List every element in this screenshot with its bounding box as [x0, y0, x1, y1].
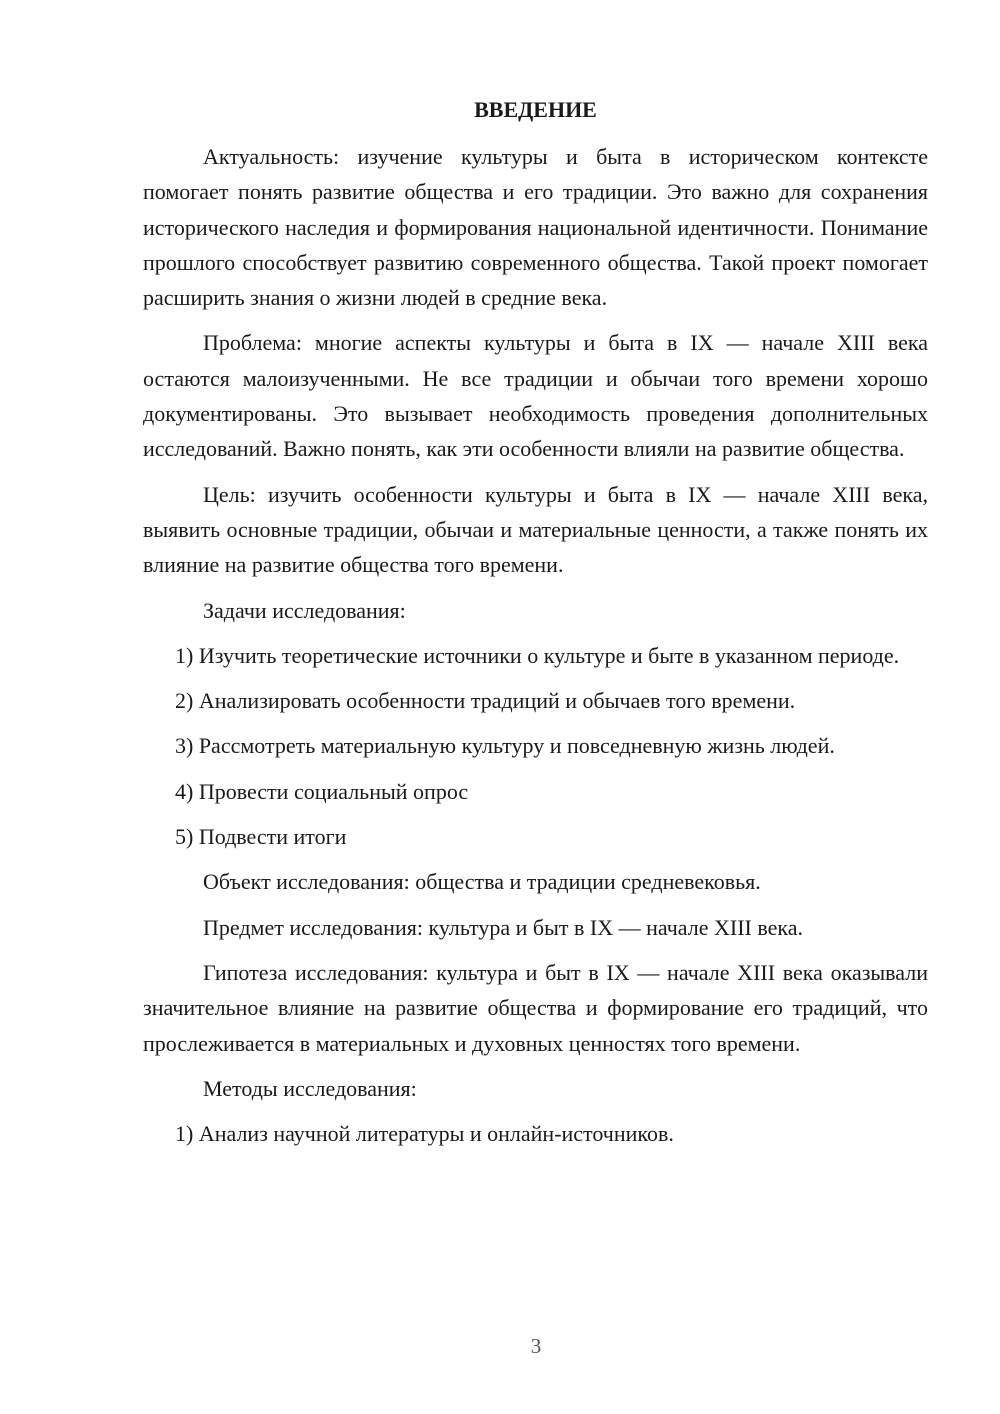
task-item-3: 3) Рассмотреть материальную культуру и повседневную жизнь людей.	[175, 733, 835, 759]
paragraph-subject: Предмет исследования: культура и быт в IX — начале XIII века.	[203, 914, 804, 940]
paragraph-object: Объект исследования: общества и традиции средневековья.	[203, 869, 761, 895]
task-item-4: 4) Провести социальный опрос	[175, 778, 469, 804]
paragraph-hypothesis: Гипотеза исследования: культура и быт в IX — начале XIII века оказывали значительное влияние на развитие общества и формирование его традиций, что прослеживается в материальных и духовных ценностях того времени.	[143, 959, 928, 1056]
paragraph-goal: Цель: изучить особенности культуры и быта в IX — начале XIII века, выявить основные традиции, обычаи и материальные ценности, а также понять их влияние на развитие общества того времени.	[143, 481, 928, 578]
tasks-heading: Задачи исследования:	[203, 597, 406, 623]
methods-heading: Методы исследования:	[203, 1075, 417, 1101]
task-item-5: 5) Подвести итоги	[175, 824, 347, 850]
paragraph-relevance: Актуальность: изучение культуры и быта в историческом контексте помогает понять развитие общества и его традиции. Это важно для сохранения исторического наследия и формирования национальной идентичности. Понимание прошлого способствует развитию современного общества. Такой проект помогает расширить знания о жизни людей в средние века.	[143, 144, 928, 311]
document-page	[143, 92, 928, 1161]
task-item-1: 1) Изучить теоретические источники о культуре и быте в указанном периоде.	[175, 642, 900, 668]
method-item-1: 1) Анализ научной литературы и онлайн-источников.	[175, 1121, 674, 1147]
task-item-2: 2) Анализировать особенности традиций и обычаев того времени.	[175, 688, 796, 714]
section-title: ВВЕДЕНИЕ	[474, 97, 597, 122]
paragraph-problem: Проблема: многие аспекты культуры и быта в IX — начале XIII века остаются малоизученными. Не все традиции и обычаи того времени хорошо документированы. Это вызывает необходимость проведения дополнительных исследований. Важно понять, как эти особенности влияли на развитие общества.	[143, 330, 928, 462]
page-number: 3	[530, 1334, 542, 1358]
